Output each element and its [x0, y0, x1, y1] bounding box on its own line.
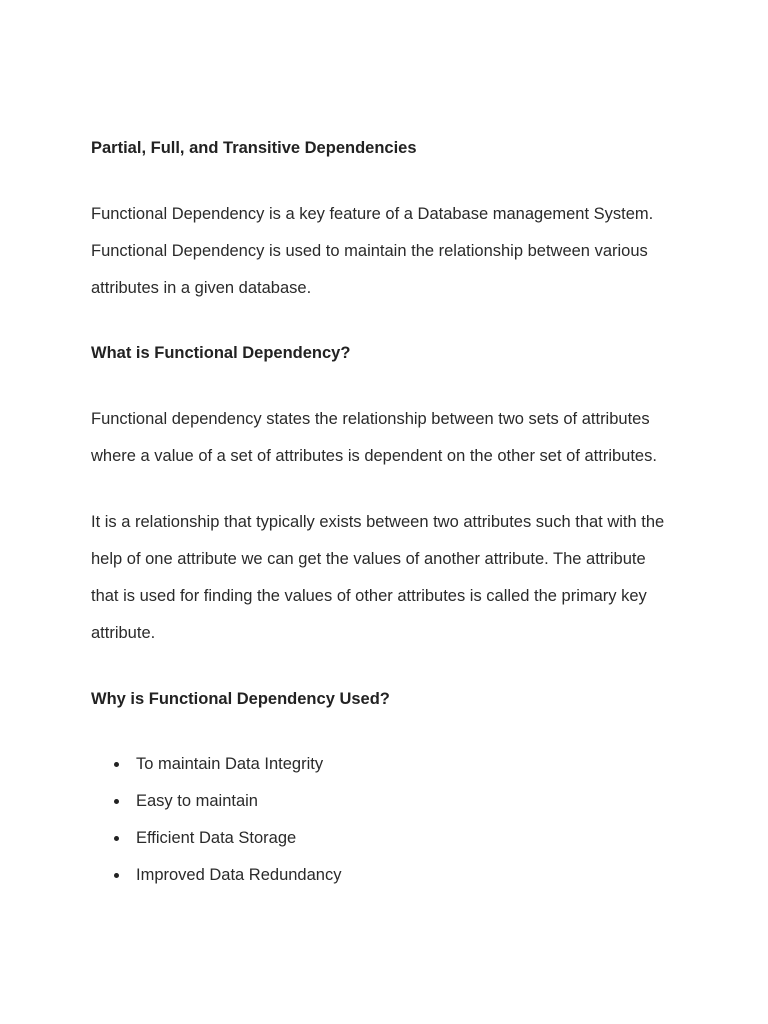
explanation-line: It is a relationship that typically exists between two attributes such that with the — [91, 513, 665, 531]
intro-line: attributes in a given database. — [91, 279, 312, 297]
list-item — [91, 857, 341, 894]
list-item-text: Easy to maintain — [136, 792, 258, 810]
list-item-text: Improved Data Redundancy — [136, 866, 342, 884]
definition-line: where a value of a set of attributes is dependent on the other set of attributes. — [91, 447, 657, 465]
bullet-icon — [114, 762, 119, 767]
bullet-icon — [114, 873, 119, 878]
explanation-line: attribute. — [91, 624, 156, 642]
intro-line: Functional Dependency is used to maintain the relationship between various — [91, 242, 648, 260]
bullet-icon — [114, 836, 119, 841]
definition-paragraph — [91, 401, 691, 475]
document-title: Partial, Full, and Transitive Dependencies — [91, 139, 417, 157]
list-item — [91, 746, 341, 783]
explanation-line: that is used for finding the values of other attributes is called the primary key — [91, 587, 647, 605]
intro-paragraph — [91, 196, 691, 307]
section-heading-what: What is Functional Dependency? — [91, 344, 351, 362]
list-item-text: To maintain Data Integrity — [136, 755, 324, 773]
intro-line: Functional Dependency is a key feature of a Database management System. — [91, 205, 654, 223]
definition-line: Functional dependency states the relationship between two sets of attributes — [91, 410, 650, 428]
list-item — [91, 783, 341, 820]
reasons-list — [91, 746, 341, 894]
explanation-line: help of one attribute we can get the values of another attribute. The attribute — [91, 550, 646, 568]
section-heading-why: Why is Functional Dependency Used? — [91, 690, 390, 708]
explanation-paragraph — [91, 504, 691, 652]
list-item-text: Efficient Data Storage — [136, 829, 297, 847]
list-item — [91, 820, 341, 857]
bullet-icon — [114, 799, 119, 804]
